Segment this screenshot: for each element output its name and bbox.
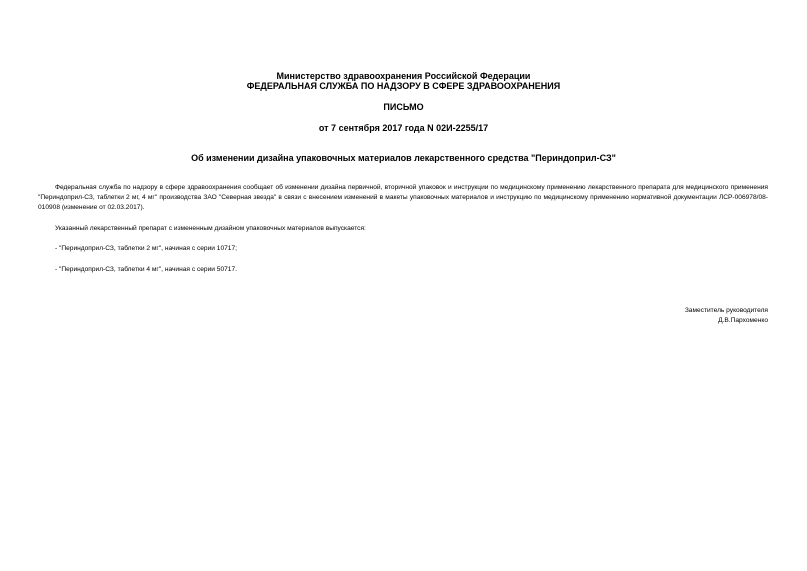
signatory-position: Заместитель руководителя bbox=[684, 307, 768, 314]
document-type: ПИСЬМО bbox=[383, 102, 424, 112]
document-date-number: от 7 сентября 2017 года N 02И-2255/17 bbox=[318, 123, 489, 133]
ministry-title: Министерство здравоохранения Российской Федерации bbox=[276, 71, 531, 81]
body-paragraph-2: Указанный лекарственный препарат с измененным дизайном упаковочных материалов выпускается: bbox=[55, 225, 366, 232]
service-title: ФЕДЕРАЛЬНАЯ СЛУЖБА ПО НАДЗОРУ В СФЕРЕ ЗДРАВООХРАНЕНИЯ bbox=[246, 81, 561, 91]
list-item: - "Периндоприл-СЗ, таблетки 2 мг", начиная с серии 10717; bbox=[55, 245, 237, 252]
list-item: - "Периндоприл-СЗ, таблетки 4 мг", начиная с серии 50717. bbox=[55, 266, 237, 273]
signatory-name: Д.В.Пархоменко bbox=[718, 317, 768, 324]
document-subject: Об изменении дизайна упаковочных материалов лекарственного средства "Периндоприл-СЗ" bbox=[191, 153, 616, 163]
body-paragraph-1: Федеральная служба по надзору в сфере здравоохранения сообщает об изменении дизайна первичной, вторичной упаковок и инструкции по медицинскому применению лекарственного препарата для медицинского применения "Периндоприл-СЗ, таблетки 2 мг, 4 мг" производства ЗАО "Северная звезда" в связи с внесением изменений в макеты упаковочных материалов и инструкцию по медицинскому применению нормативной документации ЛСР-006978/08-010908 (изменение от 02.03.2017). bbox=[38, 184, 768, 211]
